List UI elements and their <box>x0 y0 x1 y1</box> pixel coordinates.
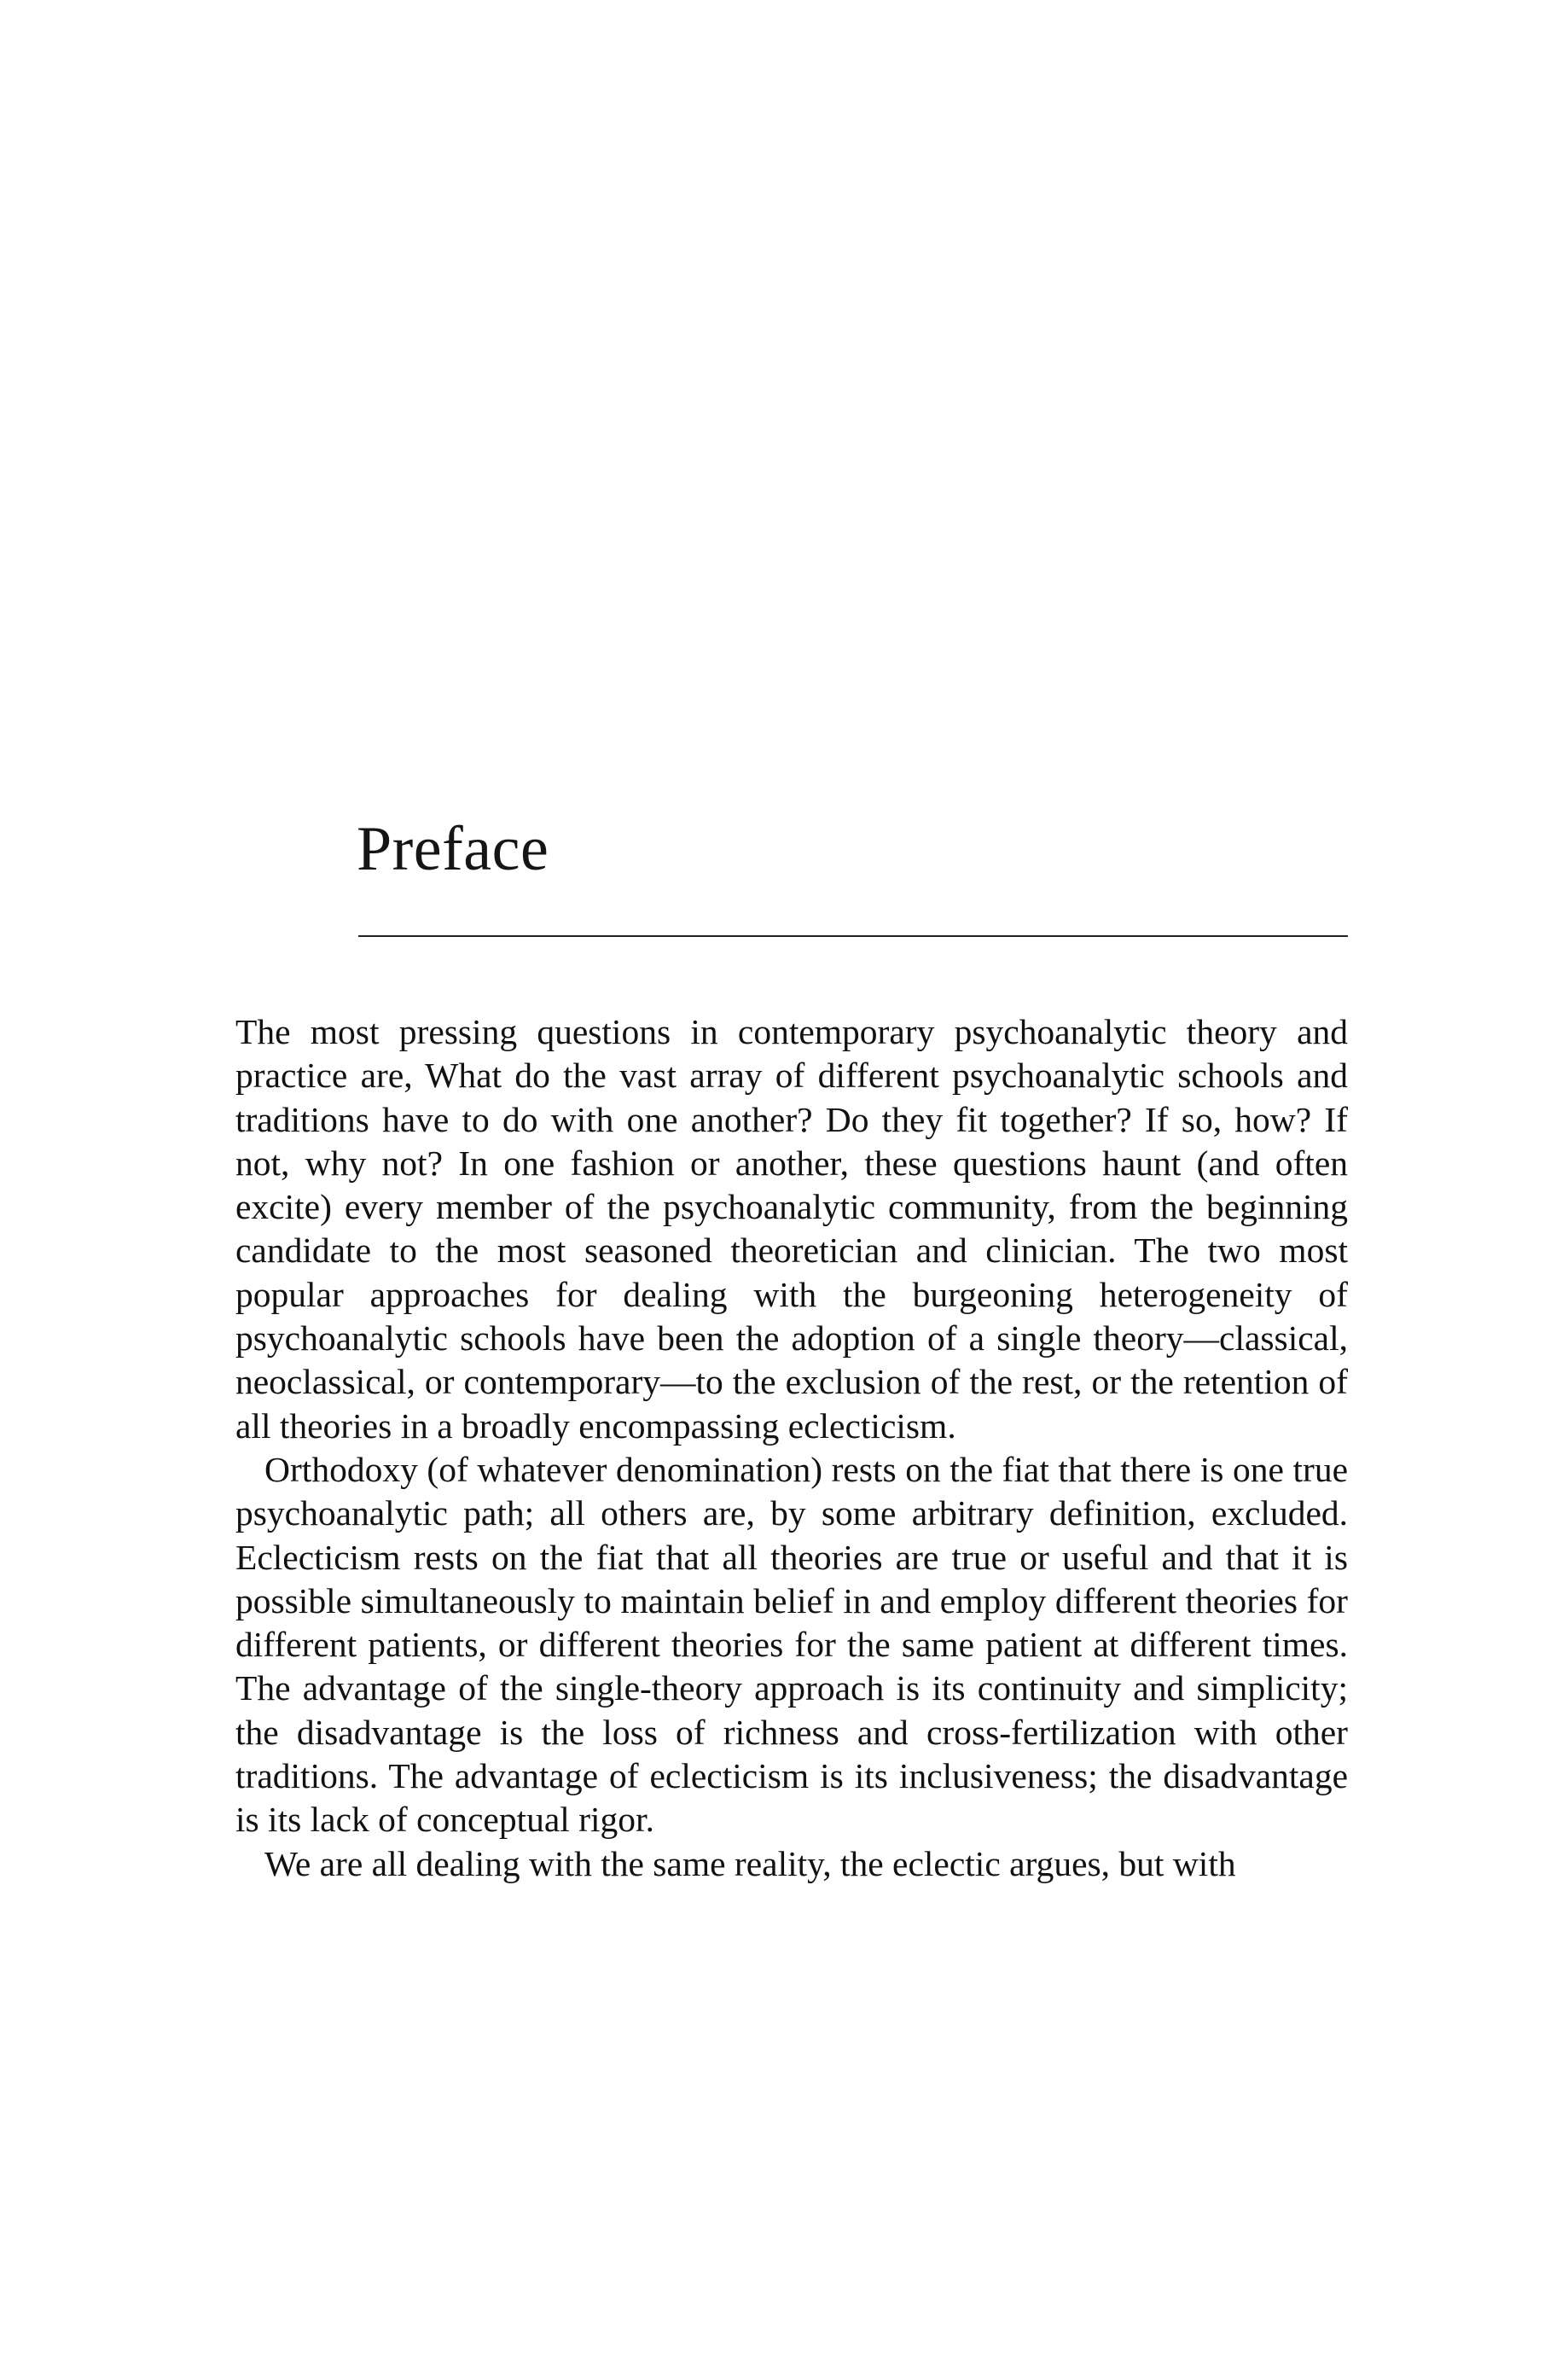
title-rule <box>358 935 1348 937</box>
chapter-title: Preface <box>357 814 549 884</box>
preface-body <box>235 1010 1348 1886</box>
paragraph-2: Orthodoxy (of whatever denomination) rests on the fiat that there is one true psychoanalytic path; all others are, by some arbitrary definition, excluded. Eclecticism rests on the fiat that all theories are true or useful and that it is possible simultaneously to maintain belief in and employ different theories for different patients, or different theories for the same patient at different times. The advantage of the single-theory approach is its continuity and simplicity; the disadvantage is the loss of richness and cross-fertilization with other traditions. The advantage of eclecticism is its inclusiveness; the disadvantage is its lack of conceptual rigor. <box>235 1449 1348 1840</box>
paragraph-3: We are all dealing with the same reality, the eclectic argues, but with <box>264 1843 1236 1883</box>
paragraph-1: The most pressing questions in contemporary psychoanalytic theory and practice are, What do the vast array of different psychoanalytic schools and traditions have to do with one another? Do they fit together? If so, how? If not, why not? In one fashion or another, these questions haunt (and often excite) every member of the psychoanalytic community, from the beginning candidate to the most seasoned theoretician and clinician. The two most popular approaches for dealing with the burgeoning heterogeneity of psychoanalytic schools have been the adoption of a single theory—classical, neoclassical, or contemporary—to the exclusion of the rest, or the retention of all theories in a broadly encompassing eclecticism. <box>235 1012 1348 1446</box>
